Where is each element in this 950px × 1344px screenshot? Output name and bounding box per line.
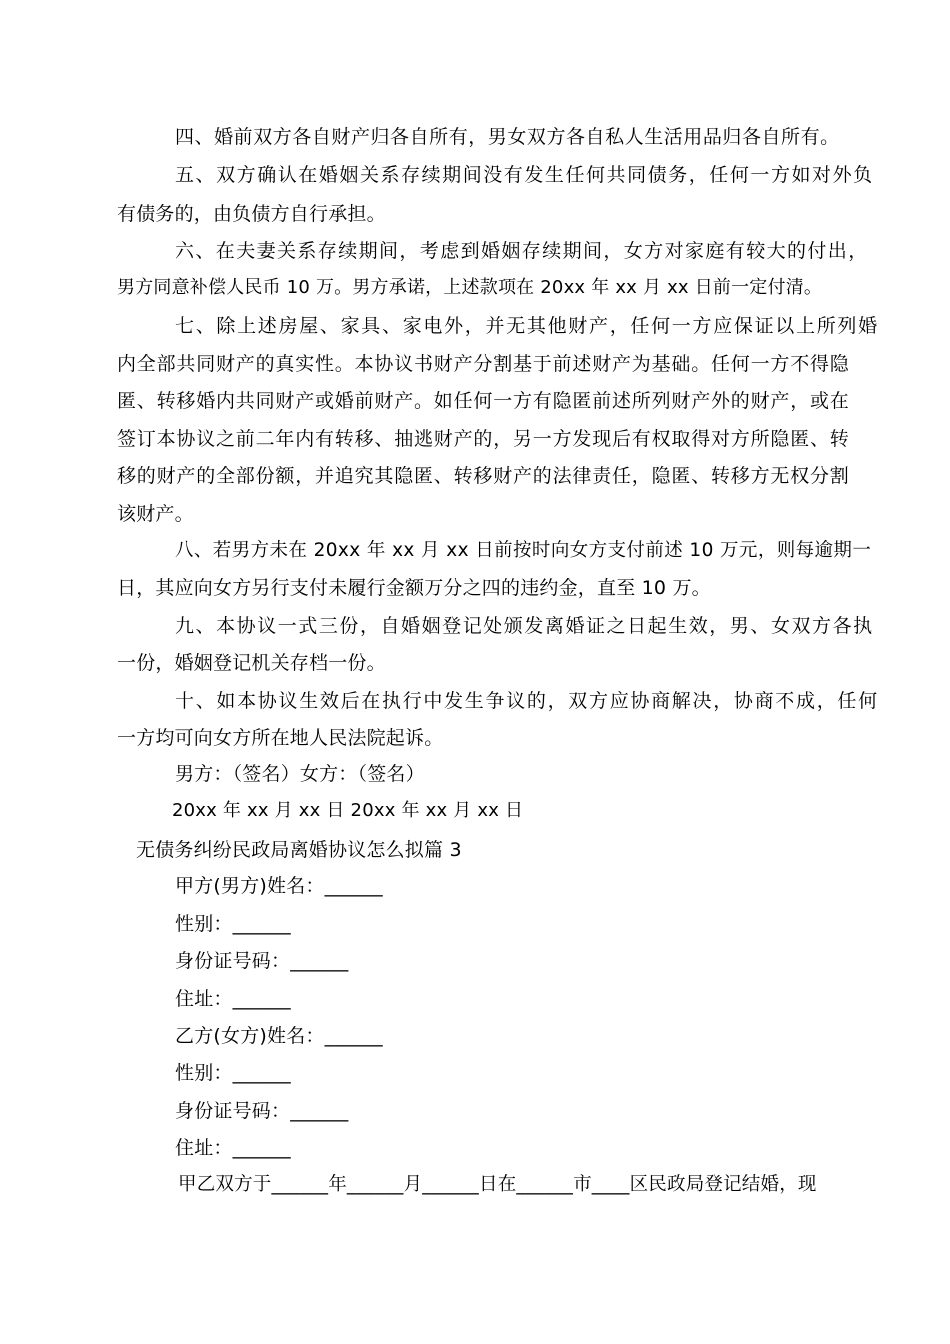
text-line: 日，其应向女方另行支付未履行金额万分之四的违约金，直至 10 万。 [117, 577, 711, 599]
text-line: 六、在夫妻关系存续期间，考虑到婚姻存续期间，女方对家庭有较大的付出， [175, 240, 869, 262]
text-line: 签订本协议之前二年内有转移、抽逃财产的，另一方发现后有权取得对方所隐匿、转 [117, 428, 850, 450]
text-line: 有债务的，由负债方自行承担。 [117, 203, 386, 225]
signature-line: 男方：（签名）女方：（签名） [175, 763, 425, 785]
form-field-line: 身份证号码：______ [175, 1100, 349, 1122]
form-field-line: 性别：______ [175, 913, 291, 935]
text-line: 内全部共同财产的真实性。本协议书财产分割基于前述财产为基础。任何一方不得隐 [117, 353, 850, 375]
text-line: 一方均可向女方所在地人民法院起诉。 [117, 727, 444, 749]
form-field-line: 性别：______ [175, 1062, 291, 1084]
form-field-line: 身份证号码：______ [175, 950, 349, 972]
text-line: 一份，婚姻登记机关存档一份。 [117, 652, 386, 674]
text-line: 八、若男方未在 20xx 年 xx 月 xx 日前按时向女方支付前述 10 万元，则每逾期一 [175, 540, 872, 561]
text-line: 七、除上述房屋、家具、家电外，并无其他财产，任何一方应保证以上所列婚 [175, 315, 879, 337]
form-field-line: 住址：______ [175, 988, 291, 1010]
form-field-line: 乙方(女方)姓名：______ [175, 1025, 383, 1047]
text-line: 该财产。 [117, 503, 194, 525]
text-line: 甲乙双方于______年______月______日在______市____区民政局登记结婚，现 [178, 1174, 817, 1195]
date-line: 20xx 年 xx 月 xx 日 20xx 年 xx 月 xx 日 [172, 800, 524, 821]
text-line: 匿、转移婚内共同财产或婚前财产。如任何一方有隐匿前述所列财产外的财产，或在 [117, 390, 850, 412]
form-field-line: 甲方(男方)姓名：______ [175, 875, 383, 897]
text-line: 四、婚前双方各自财产归各自所有，男女双方各自私人生活用品归各自所有。 [175, 126, 840, 148]
section-heading: 无债务纠纷民政局离婚协议怎么拟篇 3 [136, 839, 462, 861]
text-line: 五、双方确认在婚姻关系存续期间没有发生任何共同债务，任何一方如对外负 [175, 164, 874, 186]
text-line: 移的财产的全部份额，并追究其隐匿、转移财产的法律责任，隐匿、转移方无权分割 [117, 465, 850, 487]
text-line: 男方同意补偿人民币 10 万。男方承诺，上述款项在 20xx 年 xx 月 xx 日前一定付清。 [117, 277, 823, 298]
text-line: 十、如本协议生效后在执行中发生争议的，双方应协商解决，协商不成，任何 [175, 690, 879, 712]
form-field-line: 住址：______ [175, 1137, 291, 1159]
text-line: 九、本协议一式三份，自婚姻登记处颁发离婚证之日起生效，男、女双方各执 [175, 615, 874, 637]
